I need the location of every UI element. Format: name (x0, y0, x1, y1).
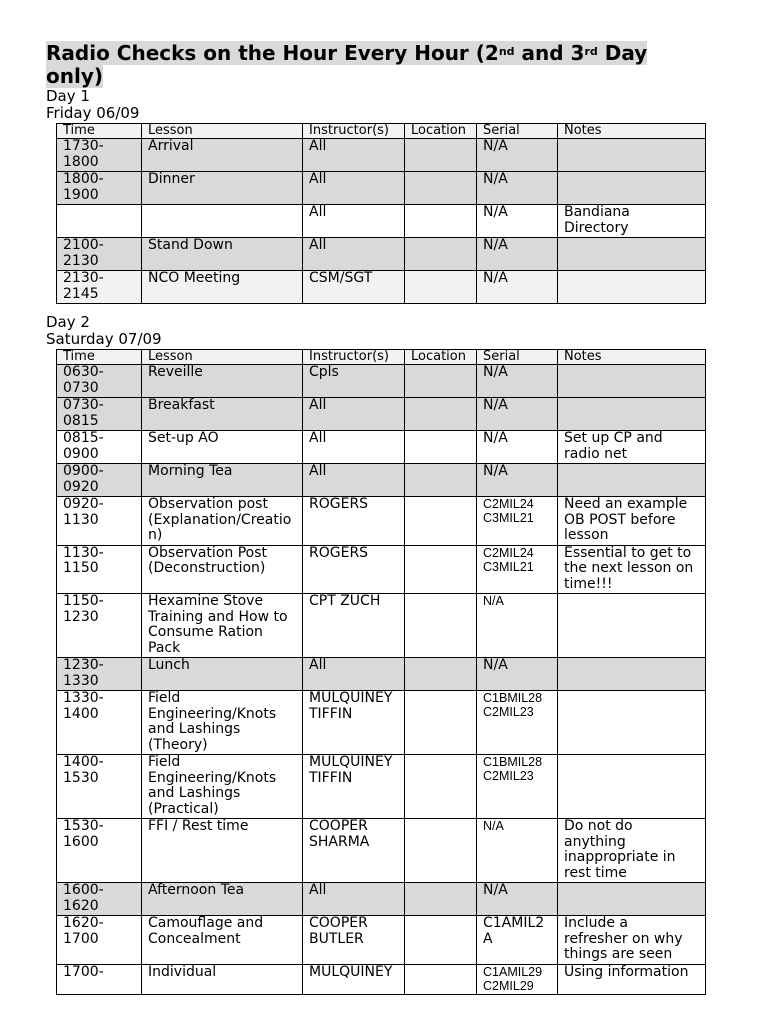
instructor-cell: All (303, 172, 405, 205)
time-cell (57, 205, 142, 238)
time-cell: 1230- 1330 (57, 658, 142, 691)
time-cell: 0630- 0730 (57, 365, 142, 398)
location-cell (405, 139, 477, 172)
location-cell (405, 205, 477, 238)
serial-cell: N/A (477, 398, 558, 431)
time-cell: 1130- 1150 (57, 545, 142, 594)
serial-cell: N/A (477, 883, 558, 916)
header-notes: Notes (558, 350, 706, 365)
day2-date: Saturday 07/09 (46, 330, 162, 348)
day2-label: Day 2 (46, 313, 90, 331)
notes-cell: Bandiana Directory (558, 205, 706, 238)
time-cell: 1730- 1800 (57, 139, 142, 172)
notes-cell (558, 594, 706, 658)
instructor-cell: All (303, 205, 405, 238)
location-cell (405, 545, 477, 594)
notes-cell (558, 883, 706, 916)
serial-cell: N/A (477, 431, 558, 464)
lesson-cell: Reveille (142, 365, 303, 398)
table-row (57, 658, 706, 691)
notes-cell (558, 398, 706, 431)
table-row (57, 365, 706, 398)
table-row (57, 398, 706, 431)
instructor-cell: CSM/SGT (303, 271, 405, 304)
header-time: Time (57, 124, 142, 139)
time-cell: 1800- 1900 (57, 172, 142, 205)
day2-schedule-table (56, 349, 706, 995)
lesson-cell: Hexamine Stove Training and How to Consume Ration Pack (142, 594, 303, 658)
table-row (57, 755, 706, 819)
instructor-cell: All (303, 238, 405, 271)
notes-cell: Include a refresher on why things are seen (558, 916, 706, 965)
serial-cell: N/A (477, 139, 558, 172)
instructor-cell: All (303, 139, 405, 172)
location-cell (405, 964, 477, 994)
time-cell: 1400- 1530 (57, 755, 142, 819)
instructor-cell: ROGERS (303, 497, 405, 546)
location-cell (405, 755, 477, 819)
lesson-cell: Morning Tea (142, 464, 303, 497)
time-cell: 1700- (57, 964, 142, 994)
serial-cell: N/A (477, 238, 558, 271)
header-time: Time (57, 350, 142, 365)
instructor-cell: MULQUINEY TIFFIN (303, 755, 405, 819)
lesson-cell: Observation Post (Deconstruction) (142, 545, 303, 594)
location-cell (405, 819, 477, 883)
serial-cell: N/A (477, 365, 558, 398)
time-cell: 1150- 1230 (57, 594, 142, 658)
notes-cell (558, 755, 706, 819)
location-cell (405, 431, 477, 464)
serial-cell: N/A (477, 172, 558, 205)
lesson-cell: Individual (142, 964, 303, 994)
header-lesson: Lesson (142, 350, 303, 365)
lesson-cell: Lunch (142, 658, 303, 691)
day1-schedule-table (56, 123, 706, 304)
header-lesson: Lesson (142, 124, 303, 139)
time-cell: 1530- 1600 (57, 819, 142, 883)
lesson-cell: Arrival (142, 139, 303, 172)
document-title (46, 42, 686, 88)
notes-cell (558, 238, 706, 271)
table-row (57, 431, 706, 464)
lesson-cell: Afternoon Tea (142, 883, 303, 916)
serial-cell: N/A (477, 205, 558, 238)
location-cell (405, 691, 477, 755)
lesson-cell: Field Engineering/Knots and Lashings (Practical) (142, 755, 303, 819)
instructor-cell: COOPER BUTLER (303, 916, 405, 965)
location-cell (405, 883, 477, 916)
table-row (57, 271, 706, 304)
instructor-cell: CPT ZUCH (303, 594, 405, 658)
serial-cell: C2MIL24 C3MIL21 (477, 545, 558, 594)
lesson-cell (142, 205, 303, 238)
time-cell: 1330- 1400 (57, 691, 142, 755)
serial-cell: N/A (477, 464, 558, 497)
serial-cell: C1BMIL28 C2MIL23 (477, 691, 558, 755)
serial-cell: C2MIL24 C3MIL21 (477, 497, 558, 546)
title-text: Radio Checks on the Hour Every Hour (2nd and 3rd Day only) (46, 41, 648, 88)
serial-cell: C1AMIL2 A (477, 916, 558, 965)
notes-cell (558, 172, 706, 205)
location-cell (405, 271, 477, 304)
serial-cell: N/A (477, 594, 558, 658)
table-row (57, 594, 706, 658)
location-cell (405, 916, 477, 965)
notes-cell: Using information (558, 964, 706, 994)
table-row (57, 545, 706, 594)
instructor-cell: COOPER SHARMA (303, 819, 405, 883)
time-cell: 0900- 0920 (57, 464, 142, 497)
serial-cell: C1AMIL29 C2MIL29 (477, 964, 558, 994)
lesson-cell: Field Engineering/Knots and Lashings (Theory) (142, 691, 303, 755)
instructor-cell: All (303, 431, 405, 464)
table-row (57, 916, 706, 965)
time-cell: 0815- 0900 (57, 431, 142, 464)
notes-cell: Set up CP and radio net (558, 431, 706, 464)
table-row (57, 691, 706, 755)
table-row (57, 172, 706, 205)
table-row (57, 205, 706, 238)
notes-cell: Do not do anything inappropriate in rest time (558, 819, 706, 883)
notes-cell (558, 691, 706, 755)
header-notes: Notes (558, 124, 706, 139)
time-cell: 2100- 2130 (57, 238, 142, 271)
notes-cell: Essential to get to the next lesson on time!!! (558, 545, 706, 594)
lesson-cell: Camouflage and Concealment (142, 916, 303, 965)
table-header-row (57, 350, 706, 365)
location-cell (405, 398, 477, 431)
location-cell (405, 658, 477, 691)
instructor-cell: MULQUINEY (303, 964, 405, 994)
instructor-cell: Cpls (303, 365, 405, 398)
time-cell: 1620- 1700 (57, 916, 142, 965)
notes-cell (558, 464, 706, 497)
table-row (57, 464, 706, 497)
table-row (57, 139, 706, 172)
location-cell (405, 365, 477, 398)
serial-cell: N/A (477, 819, 558, 883)
notes-cell (558, 139, 706, 172)
header-instructor: Instructor(s) (303, 350, 405, 365)
time-cell: 1600- 1620 (57, 883, 142, 916)
serial-cell: N/A (477, 271, 558, 304)
location-cell (405, 464, 477, 497)
day1-label: Day 1 (46, 87, 90, 105)
header-location: Location (405, 350, 477, 365)
time-cell: 0920- 1130 (57, 497, 142, 546)
notes-cell (558, 365, 706, 398)
serial-cell: N/A (477, 658, 558, 691)
table-row (57, 883, 706, 916)
instructor-cell: MULQUINEY TIFFIN (303, 691, 405, 755)
notes-cell (558, 658, 706, 691)
lesson-cell: Dinner (142, 172, 303, 205)
table-row (57, 819, 706, 883)
location-cell (405, 497, 477, 546)
lesson-cell: Stand Down (142, 238, 303, 271)
time-cell: 2130- 2145 (57, 271, 142, 304)
notes-cell: Need an example OB POST before lesson (558, 497, 706, 546)
instructor-cell: All (303, 658, 405, 691)
serial-cell: C1BMIL28 C2MIL23 (477, 755, 558, 819)
notes-cell (558, 271, 706, 304)
table-row (57, 497, 706, 546)
table-row (57, 238, 706, 271)
location-cell (405, 594, 477, 658)
location-cell (405, 238, 477, 271)
lesson-cell: Set-up AO (142, 431, 303, 464)
header-instructor: Instructor(s) (303, 124, 405, 139)
day1-date: Friday 06/09 (46, 104, 140, 122)
table-header-row (57, 124, 706, 139)
table-row (57, 964, 706, 994)
header-location: Location (405, 124, 477, 139)
lesson-cell: NCO Meeting (142, 271, 303, 304)
instructor-cell: All (303, 883, 405, 916)
location-cell (405, 172, 477, 205)
header-serial: Serial (477, 124, 558, 139)
time-cell: 0730- 0815 (57, 398, 142, 431)
instructor-cell: All (303, 464, 405, 497)
lesson-cell: Observation post (Explanation/Creatio n) (142, 497, 303, 546)
instructor-cell: ROGERS (303, 545, 405, 594)
instructor-cell: All (303, 398, 405, 431)
lesson-cell: Breakfast (142, 398, 303, 431)
lesson-cell: FFI / Rest time (142, 819, 303, 883)
header-serial: Serial (477, 350, 558, 365)
